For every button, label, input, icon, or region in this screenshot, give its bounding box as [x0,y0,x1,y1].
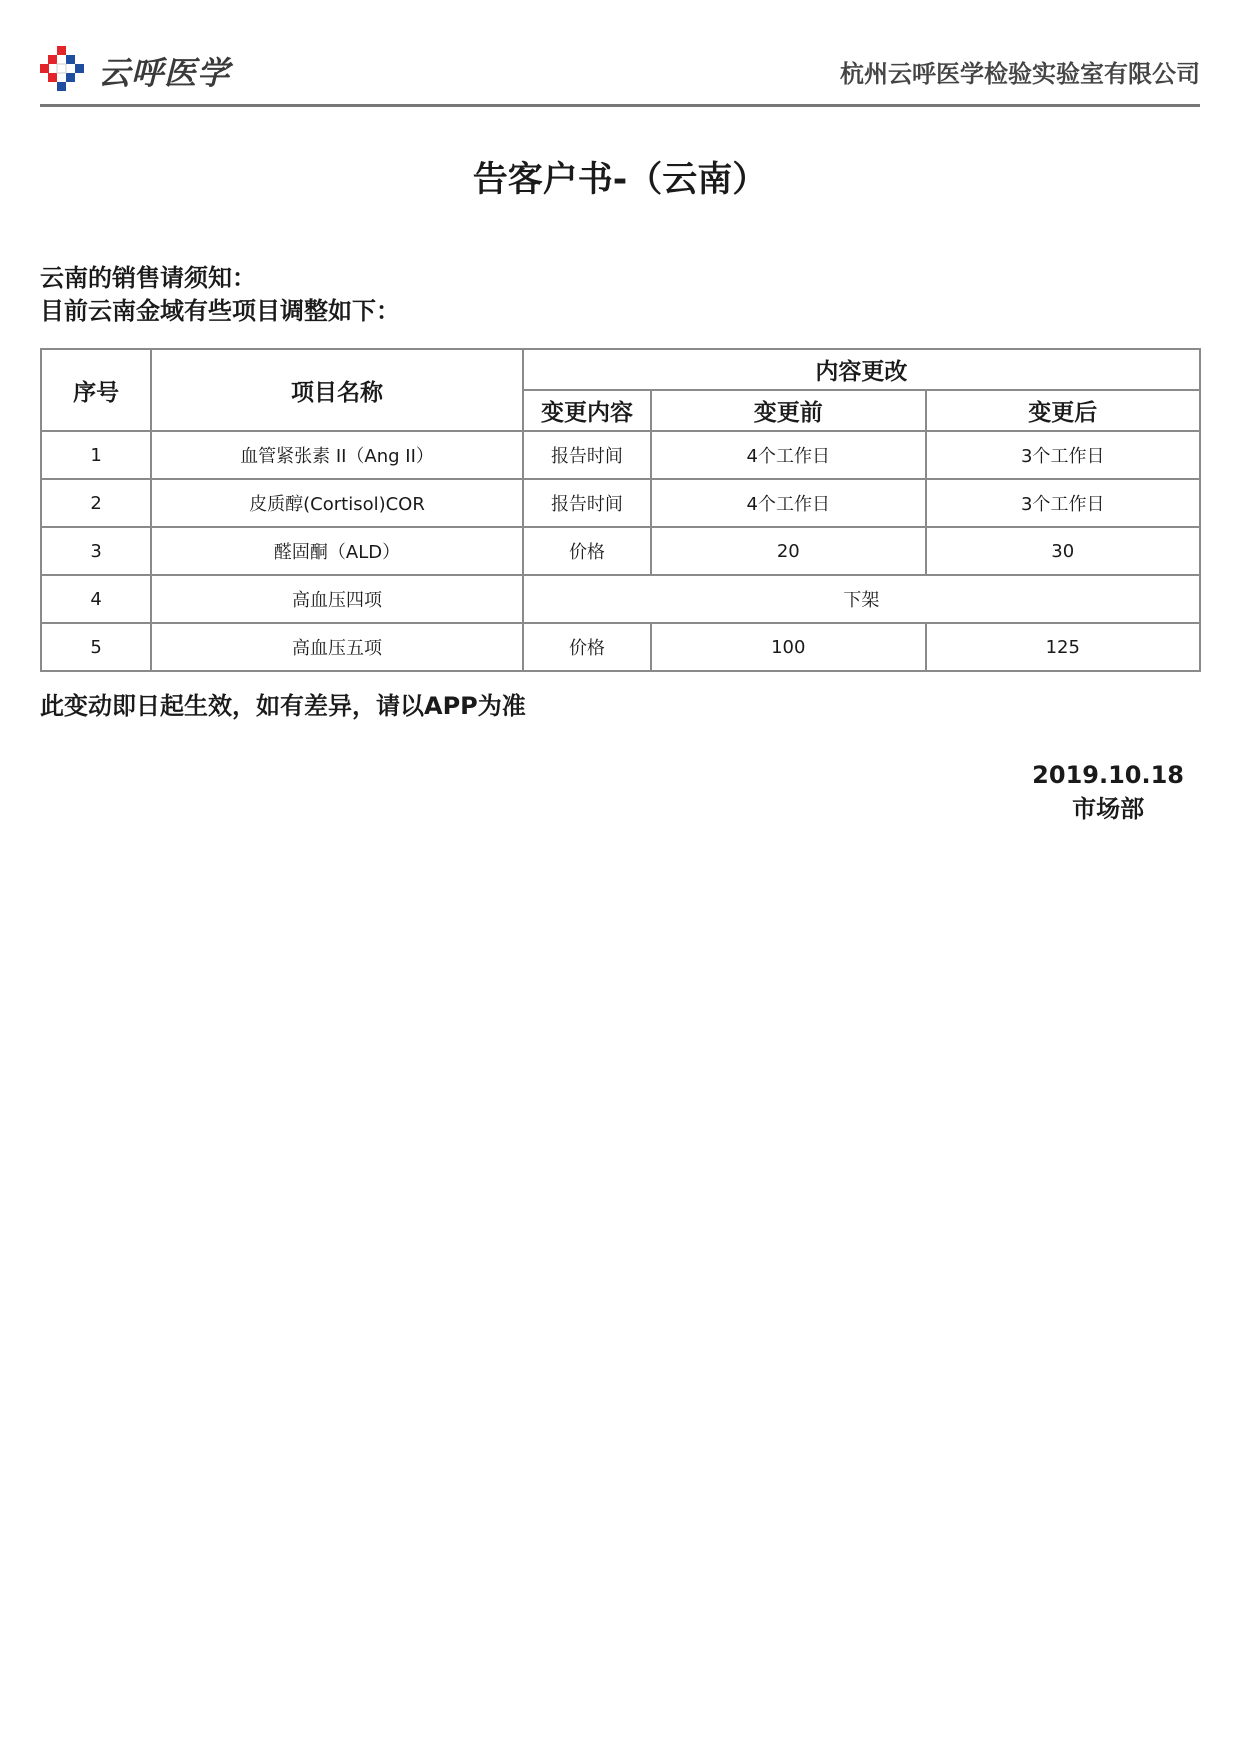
header-before: 变更前 [651,390,925,431]
cell-before: 4个工作日 [651,431,925,479]
company-name: 杭州云呼医学检验实验室有限公司 [840,60,1200,88]
cell-name: 血管紧张素 II（Ang II） [151,431,523,479]
intro [40,262,400,328]
cell-name: 醛固酮（ALD） [151,527,523,575]
cell-index: 3 [41,527,151,575]
table-row [41,479,1200,527]
cell-after: 125 [926,623,1200,671]
page-title: 告客户书-（云南） [472,160,768,200]
logo [40,46,230,96]
cell-index: 1 [41,431,151,479]
signature-department: 市场部 [1072,795,1145,823]
cell-after: 30 [926,527,1200,575]
header-group: 内容更改 [523,349,1200,390]
cell-index: 4 [41,575,151,623]
page-header [40,40,1200,107]
cell-change-item: 报告时间 [523,431,651,479]
cell-before: 4个工作日 [651,479,925,527]
header-name: 项目名称 [151,349,523,431]
cell-before: 100 [651,623,925,671]
cell-before: 20 [651,527,925,575]
cell-after: 3个工作日 [926,479,1200,527]
cell-index: 2 [41,479,151,527]
change-table [40,348,1201,672]
cell-change-item: 价格 [523,527,651,575]
header-change-item: 变更内容 [523,390,651,431]
cell-after: 3个工作日 [926,431,1200,479]
cell-name: 高血压四项 [151,575,523,623]
cell-merged-status: 下架 [523,575,1200,623]
header-after: 变更后 [926,390,1200,431]
cell-name: 高血压五项 [151,623,523,671]
table-row [41,527,1200,575]
footer-note: 此变动即日起生效，如有差异，请以APP为准 [40,692,526,720]
table-row [41,575,1200,623]
cell-change-item: 报告时间 [523,479,651,527]
cell-change-item: 价格 [523,623,651,671]
signature-date: 2019.10.18 [1032,761,1184,789]
intro-line-2: 目前云南金域有些项目调整如下： [40,297,400,325]
cell-name: 皮质醇(Cortisol)COR [151,479,523,527]
logo-cross-icon [40,46,90,96]
header-index: 序号 [41,349,151,431]
intro-line-1: 云南的销售请须知： [40,264,256,292]
cell-index: 5 [41,623,151,671]
table-row [41,623,1200,671]
logo-text: 云呼医学 [98,54,231,92]
table-row [41,431,1200,479]
signature [1032,758,1184,826]
